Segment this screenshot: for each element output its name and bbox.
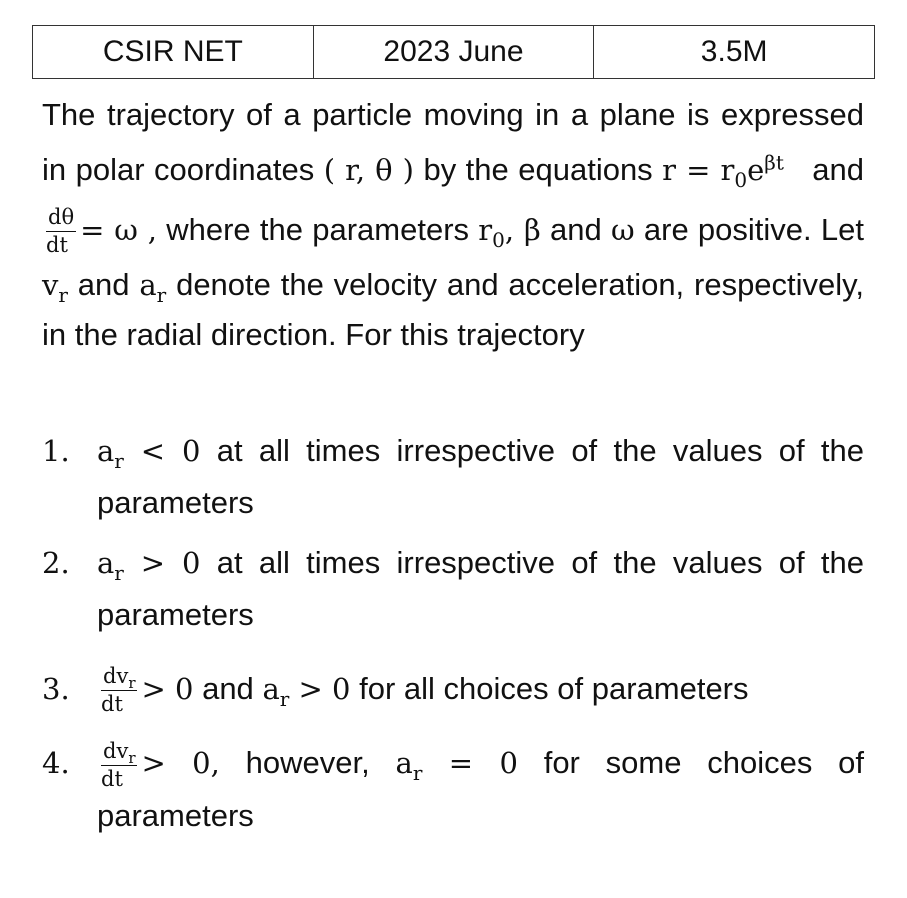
question-positive: are positive. Let <box>643 212 864 247</box>
option-symbol-ar: $a_r = 0$ <box>395 746 518 786</box>
options-list <box>42 425 864 850</box>
header-row <box>33 26 875 79</box>
question-by-the: by the equations <box>423 152 653 187</box>
equation-r: $r = r_0e^{\beta t}$ <box>662 150 784 192</box>
question-and3: and <box>77 267 130 302</box>
option-number: 1. <box>42 434 70 468</box>
option-symbol-ar: $a_r > 0$ <box>97 546 201 585</box>
question-coords: ( r, θ ) <box>323 153 414 187</box>
option-3[interactable] <box>42 663 864 715</box>
option-mid: however, <box>245 745 370 781</box>
option-fraction: $\frac{dv_r}{dt}$ <box>101 738 136 791</box>
param-omega: ω <box>610 213 635 247</box>
option-number: 2. <box>42 546 70 580</box>
header-exam: CSIR NET <box>33 26 314 79</box>
param-r0: $r_0$, β <box>478 213 541 252</box>
option-symbol-ar: $a_r < 0$ <box>97 434 201 473</box>
option-relation-1: > 0 <box>141 672 194 706</box>
option-relation-1: > 0, <box>141 746 220 781</box>
header-session: 2023 June <box>313 26 594 79</box>
option-number: 4. <box>42 746 70 781</box>
question-where: where the parameters <box>166 212 470 247</box>
header-marks: 3.5M <box>594 26 875 79</box>
option-1[interactable] <box>42 425 864 529</box>
option-fraction: $\frac{dv_r}{dt}$ <box>101 664 136 717</box>
omega-equation: = ω , <box>80 213 157 247</box>
option-mid: and <box>202 671 254 706</box>
question-intro: The trajectory of a particle moving in a plane is expressed in polar coordinates <box>42 97 864 187</box>
option-text: at all times irrespective of the values of the parameters <box>97 545 864 632</box>
header-table <box>32 25 875 79</box>
option-2[interactable] <box>42 537 864 641</box>
symbol-vr: $v_r$ <box>42 268 68 307</box>
question-text <box>42 90 864 360</box>
question-and: and <box>812 152 865 187</box>
question-and2: and <box>549 212 602 247</box>
option-text: for all choices of parameters <box>359 671 749 706</box>
dtheta-fraction: $\frac{d\theta}{dt}$ <box>46 205 75 258</box>
option-4[interactable] <box>42 737 864 841</box>
option-text: at all times irrespective of the values of the parameters <box>97 433 864 520</box>
option-text: for some choices of parameters <box>97 745 864 833</box>
option-number: 3. <box>42 672 70 706</box>
option-symbol-ar: $a_r > 0$ <box>262 672 351 711</box>
symbol-ar: $a_r$ <box>139 268 167 307</box>
question-tail: denote the velocity and acceleration, respectively, in the radial direction. For this trajectory <box>42 267 864 352</box>
